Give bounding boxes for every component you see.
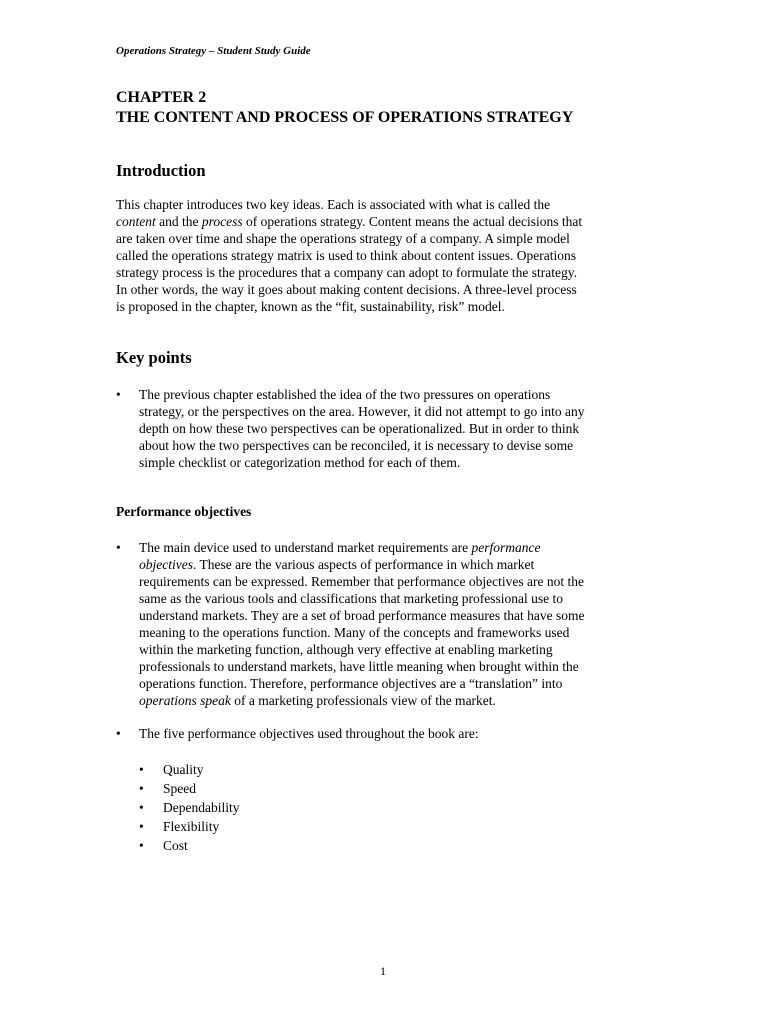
- objective-label: Dependability: [163, 800, 240, 815]
- key-points-heading: Key points: [116, 348, 192, 367]
- text-run: operations function. Therefore, performance objectives are a “translation” into: [139, 676, 563, 691]
- text-line: [116, 298, 656, 315]
- italic-term: operations speak: [139, 693, 231, 708]
- text-run: about how the two perspectives can be reconciled, it is necessary to devise some: [139, 438, 574, 453]
- objective-label: Cost: [163, 838, 188, 853]
- key-point-bullet: [116, 386, 656, 471]
- text-run: of a marketing professionals view of the market.: [230, 693, 496, 708]
- text-run: of operations strategy. Content means the actual decisions that: [242, 214, 583, 229]
- bullet-marker: •: [116, 540, 121, 555]
- text-line: [116, 196, 656, 213]
- text-line: [139, 403, 656, 420]
- chapter-number: CHAPTER 2: [116, 89, 207, 106]
- text-run: strategy, or the perspectives on the area. However, it did not attempt to go into any: [139, 404, 585, 419]
- performance-list-intro-text: The five performance objectives used throughout the book are:: [139, 726, 479, 741]
- running-header: Operations Strategy – Student Study Guide: [116, 45, 311, 57]
- chapter-title: [116, 88, 573, 128]
- text-line: [139, 454, 656, 471]
- text-line: [139, 675, 656, 692]
- italic-term: content: [116, 214, 156, 229]
- text-line: [139, 658, 656, 675]
- objective-label: Flexibility: [163, 819, 220, 834]
- text-line: [116, 213, 656, 230]
- text-line: [139, 607, 656, 624]
- key-point-text: [139, 386, 656, 471]
- text-line: [139, 624, 656, 641]
- bullet-marker: •: [139, 800, 144, 815]
- text-run: strategy process is the procedures that a company can adopt to formulate the strategy.: [116, 265, 577, 280]
- text-line: [139, 692, 656, 709]
- text-run: professionals to understand markets, have little meaning when brought within the: [139, 659, 579, 674]
- bullet-marker: •: [116, 387, 121, 402]
- text-line: [139, 539, 656, 556]
- objective-list-item: [139, 760, 239, 779]
- text-line: [139, 556, 656, 573]
- text-run: simple checklist or categorization method for each of them.: [139, 455, 461, 470]
- text-run: In other words, the way it goes about making content decisions. A three-level process: [116, 282, 577, 297]
- page-number: 1: [380, 964, 386, 978]
- performance-bullet-list-intro: [116, 725, 656, 742]
- objective-label: Quality: [163, 762, 204, 777]
- text-line: [116, 281, 656, 298]
- text-run: same as the various tools and classifications that marketing professional use to: [139, 591, 564, 606]
- bullet-marker: •: [139, 838, 144, 853]
- text-run: . These are the various aspects of performance in which market: [192, 557, 535, 572]
- text-run: The previous chapter established the idea of the two pressures on operations: [139, 387, 551, 402]
- bullet-marker: •: [139, 762, 144, 777]
- text-line: [116, 264, 656, 281]
- performance-objectives-heading: Performance objectives: [116, 504, 252, 519]
- text-run: is proposed in the chapter, known as the “fit, sustainability, risk” model.: [116, 299, 505, 314]
- italic-term: performance: [471, 540, 541, 555]
- performance-bullet-main: [116, 539, 656, 709]
- performance-objectives-list: [139, 760, 239, 855]
- text-run: are taken over time and shape the operations strategy of a company. A simple model: [116, 231, 570, 246]
- italic-term: process: [201, 214, 243, 229]
- bullet-marker: •: [139, 781, 144, 796]
- text-line: [139, 437, 656, 454]
- text-line: [139, 386, 656, 403]
- text-run: within the marketing function, although very effective at enabling marketing: [139, 642, 553, 657]
- introduction-paragraph: [116, 196, 656, 315]
- text-run: This chapter introduces two key ideas. Each is associated with what is called the: [116, 197, 551, 212]
- objective-list-item: [139, 836, 239, 855]
- text-run: called the operations strategy matrix is used to think about content issues. Operations: [116, 248, 577, 263]
- text-run: requirements can be expressed. Remember that performance objectives are not the: [139, 574, 584, 589]
- text-line: [139, 573, 656, 590]
- text-run: meaning to the operations function. Many of the concepts and frameworks used: [139, 625, 570, 640]
- bullet-marker: •: [116, 726, 121, 741]
- text-line: [139, 420, 656, 437]
- text-run: The main device used to understand market requirements are: [139, 540, 472, 555]
- text-line: [116, 230, 656, 247]
- text-run: depth on how these two perspectives can be operationalized. But in order to think: [139, 421, 580, 436]
- text-line: [116, 247, 656, 264]
- objective-list-item: [139, 798, 239, 817]
- bullet-marker: •: [139, 819, 144, 834]
- italic-term: objectives: [139, 557, 193, 572]
- text-line: [139, 641, 656, 658]
- objective-label: Speed: [163, 781, 196, 796]
- objective-list-item: [139, 817, 239, 836]
- text-run: and the: [155, 214, 202, 229]
- text-line: [139, 590, 656, 607]
- objective-list-item: [139, 779, 239, 798]
- text-run: understand markets. They are a set of broad performance measures that have some: [139, 608, 585, 623]
- chapter-name: THE CONTENT AND PROCESS OF OPERATIONS STRATEGY: [116, 109, 574, 126]
- introduction-heading: Introduction: [116, 161, 206, 180]
- performance-bullet-text: [139, 539, 656, 709]
